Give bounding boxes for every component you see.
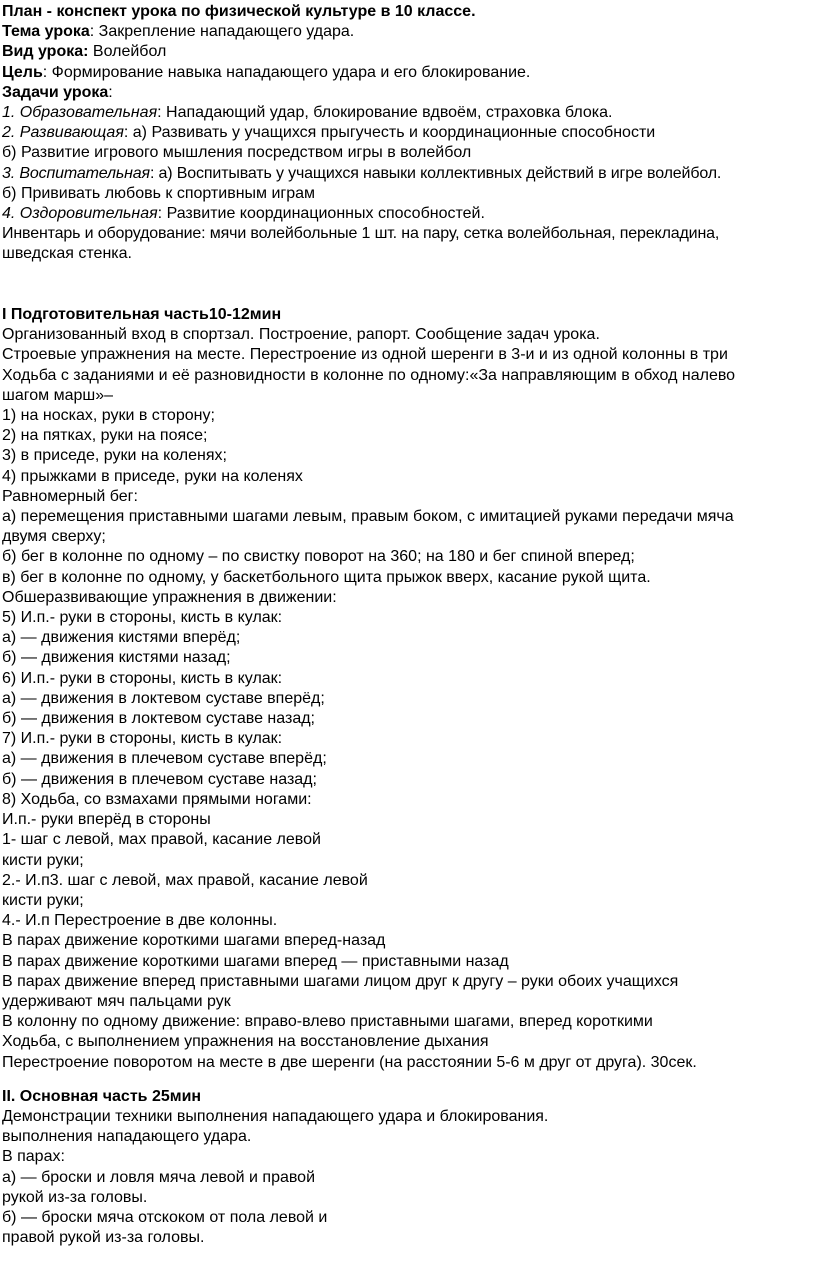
part1-line: кисти руки; — [2, 891, 84, 909]
lesson-type-line: Вид урока: Волейбол — [2, 43, 167, 61]
part1-line: 6) И.п.- руки в стороны, кисть в кулак: — [2, 669, 283, 687]
part2-body — [2, 1107, 816, 1248]
part2-line: б) — броски мяча отскоком от пола левой и — [2, 1208, 328, 1226]
part1-line: 1) на носках, руки в сторону; — [2, 407, 215, 425]
part1-line: Организованный вход в спортзал. Построение, рапорт. Сообщение задач урока. — [2, 326, 600, 344]
part1-line: 2) на пятках, руки на поясе; — [2, 427, 208, 445]
part1-line: Строевые упражнения на месте. Перестроение из одной шеренги в 3-и и из одной колонны в три — [2, 346, 728, 364]
part2-line: В парах: — [2, 1148, 65, 1166]
task-educational: 1. Образовательная: Нападающий удар, блокирование вдвоём, страховка блока. — [2, 104, 613, 122]
task-upbringing-b: б) Прививать любовь к спортивным играм — [2, 184, 316, 202]
part1-line: а) перемещения приставными шагами левым, правым боком, с имитацией руками передачи мяча — [2, 508, 734, 526]
tasks-heading: Задачи урока: — [2, 83, 113, 101]
part1-line: В парах движение короткими шагами вперед-назад — [2, 932, 386, 950]
part1-line: Перестроение поворотом на месте в две шеренги (на расстоянии 5-6 м друг от друга). 30сек. — [2, 1053, 697, 1071]
part1-line: Ходьба, с выполнением упражнения на восстановление дыхания — [2, 1033, 489, 1051]
part1-line: 1- шаг с левой, мах правой, касание левой — [2, 831, 321, 849]
part2-line: Демонстрации техники выполнения нападающего удара и блокирования. — [2, 1107, 549, 1125]
part1-line: В колонну по одному движение: вправо-влево приставными шагами, вперед короткими — [2, 1013, 653, 1031]
part2-heading: II. Основная часть 25мин — [2, 1087, 202, 1105]
part1-line: а) — движения в локтевом суставе вперёд; — [2, 689, 325, 707]
part1-line: 4.- И.п Перестроение в две колонны. — [2, 912, 278, 930]
part1-line: а) — движения кистями вперёд; — [2, 629, 241, 647]
part1-line: двумя сверху; — [2, 528, 106, 546]
part1-line: Обшеразвивающие упражнения в движении: — [2, 588, 337, 606]
part1-heading: I Подготовительная часть10-12мин — [2, 306, 282, 324]
part1-line: б) бег в колонне по одному – по свистку поворот на 360; на 180 и бег спиной вперед; — [2, 548, 635, 566]
part1-line: И.п.- руки вперёд в стороны — [2, 811, 211, 829]
part1-line: б) — движения кистями назад; — [2, 649, 231, 667]
part1-line: кисти руки; — [2, 851, 84, 869]
part1-line: 2.- И.п3. шаг с левой, мах правой, касание левой — [2, 871, 368, 889]
task-developing-b: б) Развитие игрового мышления посредством игры в волейбол — [2, 144, 472, 162]
task-health: 4. Оздоровительная: Развитие координационных способностей. — [2, 205, 485, 223]
spacer — [2, 285, 816, 305]
part1-line: 4) прыжками в приседе, руки на коленях — [2, 467, 303, 485]
part1-body — [2, 325, 816, 1073]
part1-line: шагом марш»– — [2, 386, 113, 404]
part1-line: в) бег в колонне по одному, у баскетбольного щита прыжок вверх, касание рукой щита. — [2, 568, 651, 586]
task-developing: 2. Развивающая: а) Развивать у учащихся прыгучесть и координационные способности — [2, 124, 656, 142]
part1-line: В парах движение короткими шагами вперед — приставными назад — [2, 952, 509, 970]
spacer — [2, 1073, 816, 1087]
goal-line: Цель: Формирование навыка нападающего удара и его блокирование. — [2, 63, 531, 81]
part1-line: б) — движения в плечевом суставе назад; — [2, 770, 317, 788]
part1-line: а) — движения в плечевом суставе вперёд; — [2, 750, 327, 768]
part1-line: 8) Ходьба, со взмахами прямыми ногами: — [2, 790, 312, 808]
part2-line: а) — броски и ловля мяча левой и правой — [2, 1168, 316, 1186]
task-upbringing: 3. Воспитательная: а) Воспитывать у учащихся навыки коллективных действий в игре волейбол. — [2, 164, 722, 182]
part2-line: правой рукой из-за головы. — [2, 1229, 205, 1247]
part1-line: 3) в приседе, руки на коленях; — [2, 447, 227, 465]
topic-line: Тема урока: Закрепление нападающего удара. — [2, 23, 355, 41]
part1-line: Ходьба с заданиями и её разновидности в колонне по одному:«За направляющим в обход налево — [2, 366, 736, 384]
equipment-line-1: Инвентарь и оборудование: мячи волейбольные 1 шт. на пару, сетка волейбольная, перекладина, — [2, 225, 720, 243]
part2-line: рукой из-за головы. — [2, 1188, 148, 1206]
part1-line: б) — движения в локтевом суставе назад; — [2, 710, 315, 728]
part1-line: удерживают мяч пальцами рук — [2, 992, 231, 1010]
spacer — [2, 265, 816, 285]
part1-line: 7) И.п.- руки в стороны, кисть в кулак: — [2, 730, 283, 748]
part1-line: В парах движение вперед приставными шагами лицом друг к другу – руки обоих учащихся — [2, 972, 679, 990]
part2-line: выполнения нападающего удара. — [2, 1128, 252, 1146]
part1-line: 5) И.п.- руки в стороны, кисть в кулак: — [2, 609, 283, 627]
document-title: План - конспект урока по физической культуре в 10 классе. — [2, 3, 476, 20]
equipment-line-2: шведская стенка. — [2, 245, 132, 263]
part1-line: Равномерный бег: — [2, 487, 138, 505]
